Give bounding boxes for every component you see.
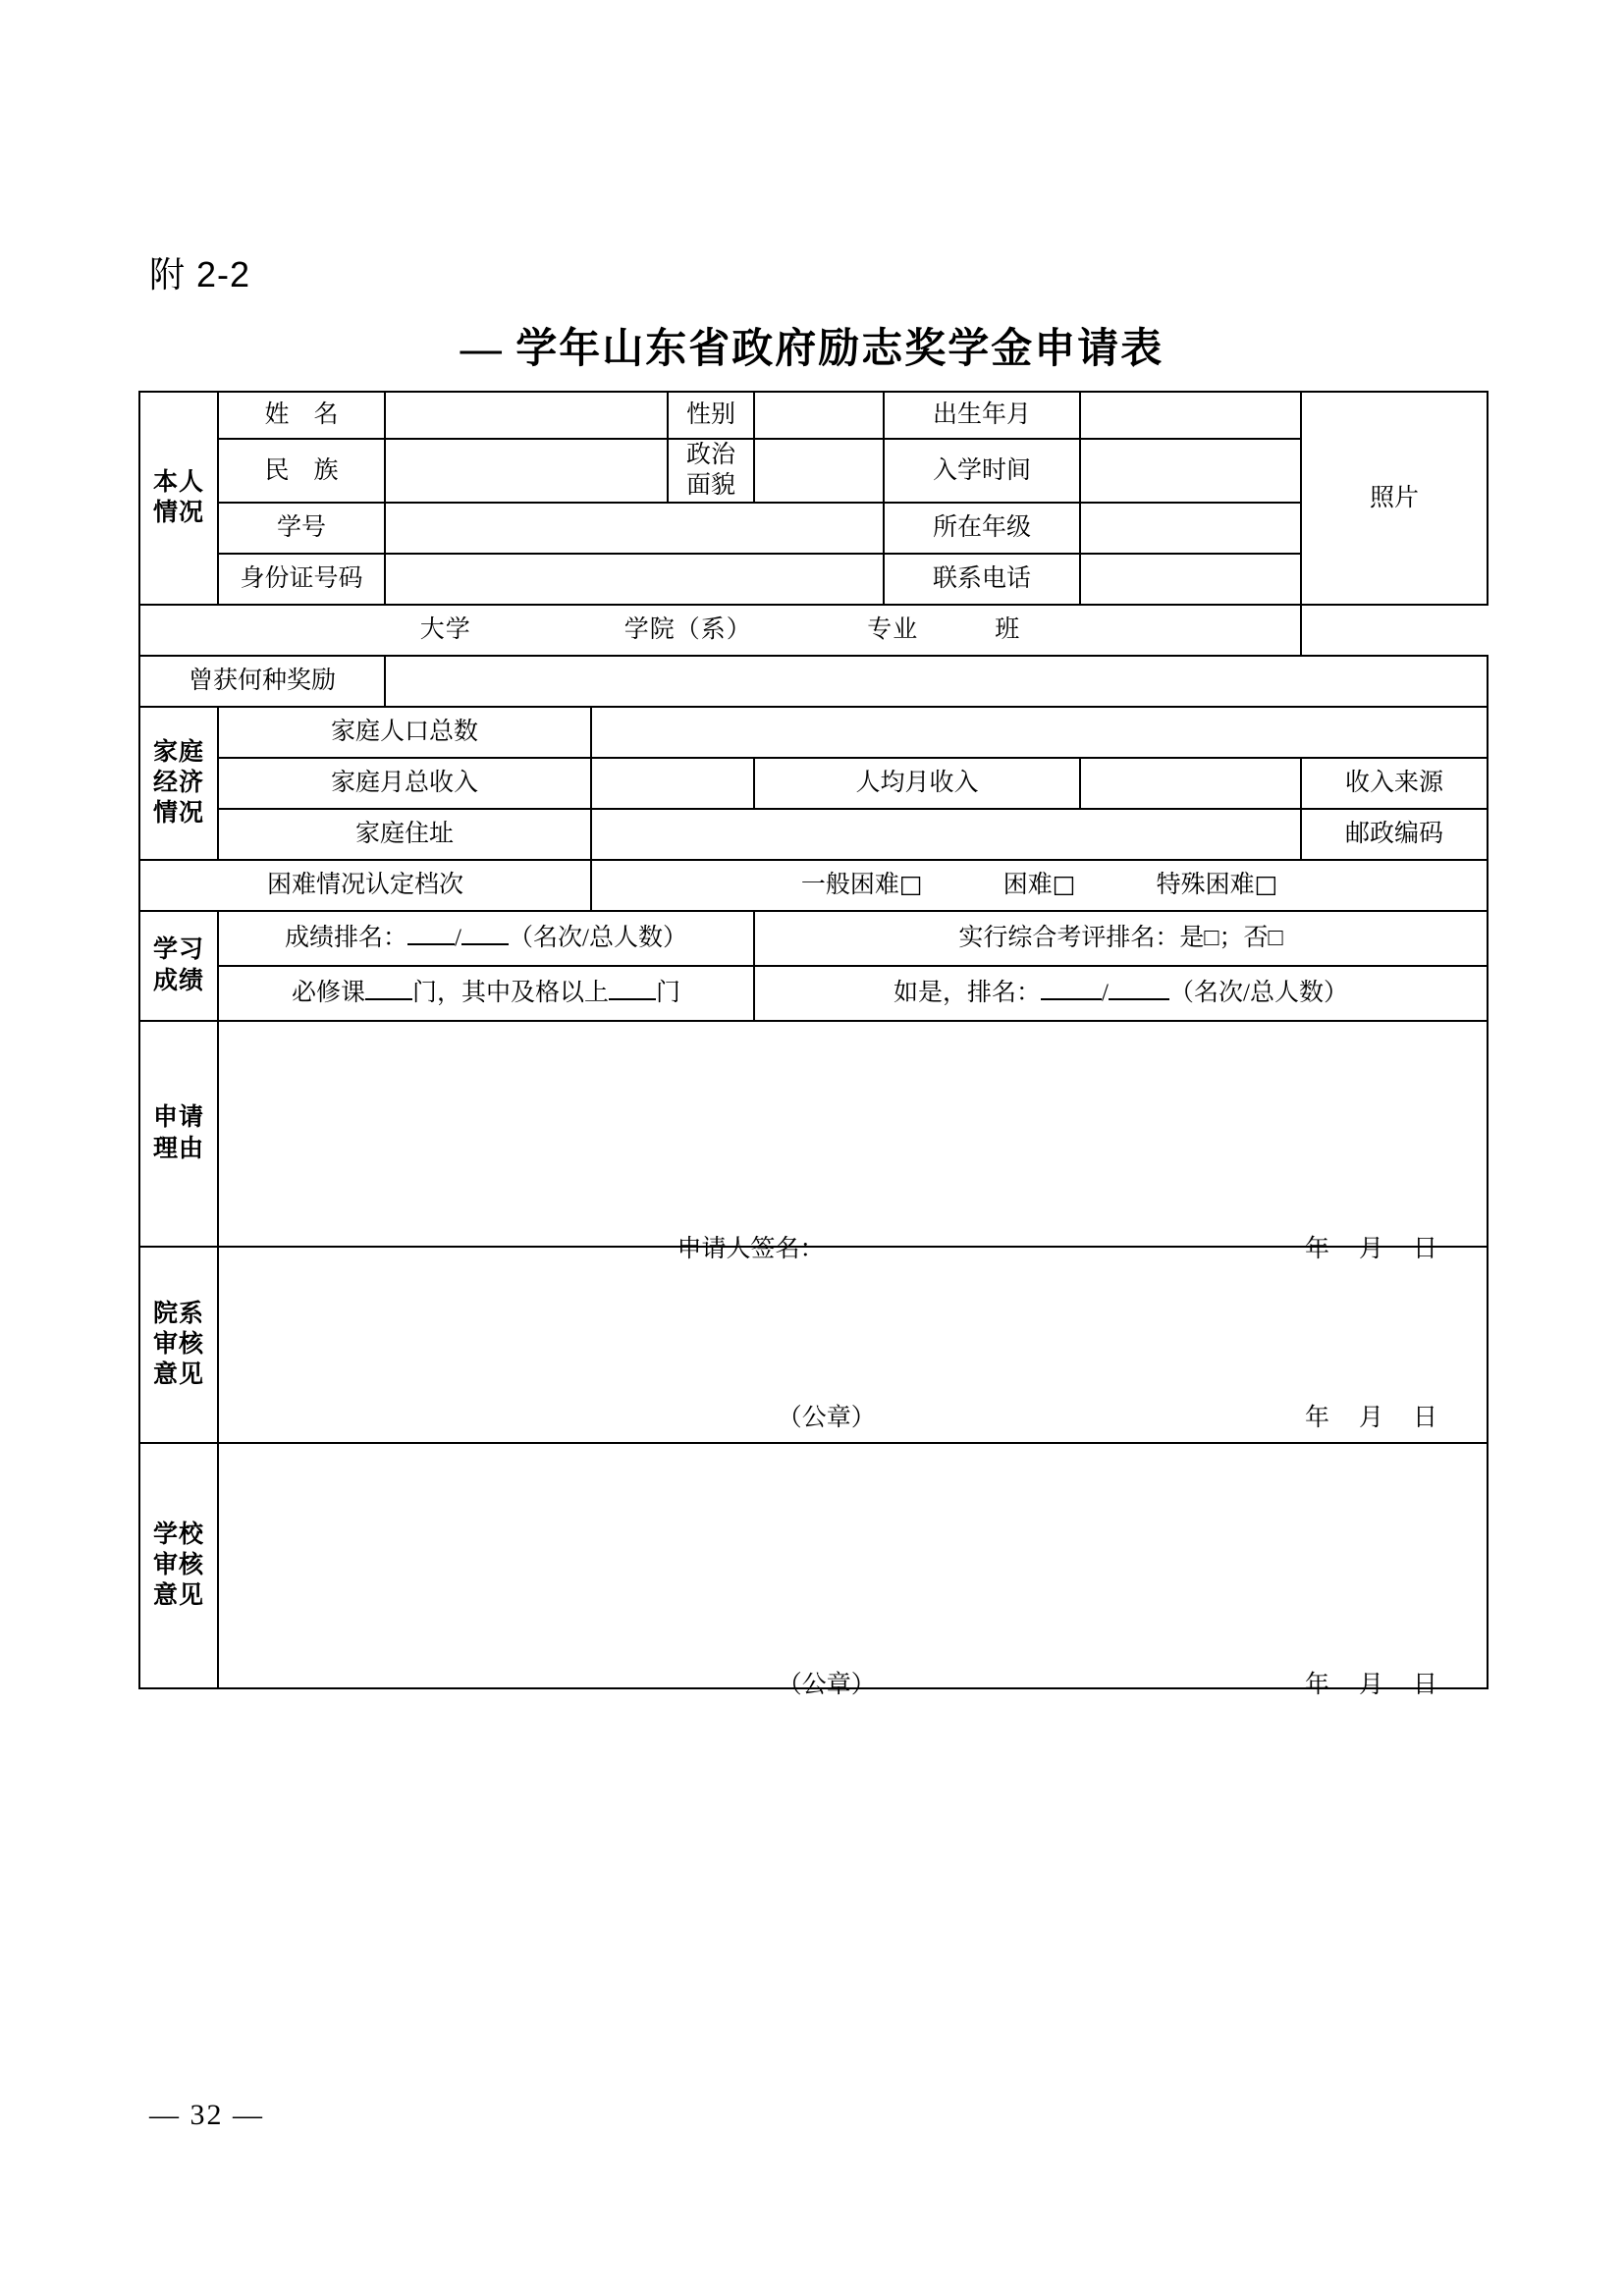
dept-year-label: 年 (1304, 1404, 1359, 1431)
name-label: 姓 名 (218, 392, 385, 439)
family-address-field[interactable] (591, 809, 1301, 860)
school-review-cell[interactable] (218, 1443, 1488, 1698)
grade-rank-position-input[interactable] (407, 943, 455, 945)
section-label-family: 家庭 经济 情况 (139, 707, 218, 860)
page-title: — 学年山东省政府励志奖学金申请表 (460, 327, 1164, 372)
dept-review-cell[interactable] (218, 1247, 1488, 1443)
table-row (139, 758, 1488, 809)
ethnicity-label: 民 族 (218, 439, 385, 503)
awards-label: 曾获何种奖励 (139, 656, 385, 707)
political-status-label (668, 439, 754, 503)
phone-label: 联系电话 (884, 554, 1080, 605)
family-members-label: 家庭人口总数 (218, 707, 591, 758)
table-row (139, 392, 1488, 439)
family-members-field[interactable] (591, 707, 1488, 758)
grade-rank-suffix: （名次/总人数） (509, 924, 687, 951)
required-courses-count-input[interactable] (365, 998, 412, 1000)
hardship-options (591, 860, 1488, 911)
table-row (139, 966, 1488, 1021)
if-yes-rank-row (754, 966, 1488, 1021)
family-address-label: 家庭住址 (218, 809, 591, 860)
school-month-label: 月 (1358, 1671, 1413, 1698)
birthdate-label: 出生年月 (884, 392, 1080, 439)
awards-field[interactable] (385, 656, 1488, 707)
reason-month-label: 月 (1358, 1235, 1413, 1262)
political-status-label-line1: 政治 (685, 442, 735, 468)
enrollment-date-field[interactable] (1080, 439, 1301, 503)
table-row (139, 656, 1488, 707)
table-row (139, 1247, 1488, 1443)
section-label-academic: 学习 成绩 (139, 911, 218, 1021)
section-label-personal: 本人 情况 (139, 392, 218, 605)
dept-month-label: 月 (1358, 1404, 1413, 1431)
student-id-label: 学号 (218, 503, 385, 554)
school-date-line (1305, 1670, 1467, 1700)
table-row (139, 439, 1488, 503)
table-row (139, 809, 1488, 860)
passed-courses-count-input[interactable] (609, 998, 656, 1000)
id-card-label: 身份证号码 (218, 554, 385, 605)
grade-rank-total-input[interactable] (461, 943, 509, 945)
family-income-field[interactable] (591, 758, 754, 809)
reason-day-label: 日 (1412, 1235, 1467, 1262)
grade-rank-row (218, 911, 754, 966)
table-row (139, 860, 1488, 911)
table-row (139, 605, 1488, 656)
grade-level-label: 所在年级 (884, 503, 1080, 554)
birthdate-field[interactable] (1080, 392, 1301, 439)
dept-date-line (1305, 1403, 1467, 1433)
applicant-signature-label: 申请人签名： (677, 1235, 825, 1262)
enrollment-date-label: 入学时间 (884, 439, 1080, 503)
section-label-reason: 申请 理由 (139, 1021, 218, 1247)
if-yes-rank-suffix: （名次/总人数） (1169, 979, 1348, 1006)
per-capita-income-label: 人均月收入 (754, 758, 1080, 809)
dept-seal-label: （公章） (777, 1404, 876, 1431)
family-income-label: 家庭月总收入 (218, 758, 591, 809)
id-card-field[interactable] (385, 554, 884, 605)
comprehensive-eval-row[interactable]: 实行综合考评排名：是□；否□ (754, 911, 1488, 966)
hardship-option-special[interactable]: 特殊困难□ (1156, 870, 1278, 899)
reason-year-label: 年 (1304, 1235, 1359, 1262)
political-status-label-line2: 面貌 (685, 472, 735, 500)
required-courses-suffix: 门 (656, 979, 681, 1006)
scholarship-application-form (138, 391, 1489, 1698)
application-reason-cell[interactable] (218, 1021, 1488, 1262)
gender-label: 性别 (668, 392, 754, 439)
table-row (139, 1021, 1488, 1247)
grade-rank-prefix: 成绩排名： (285, 924, 408, 951)
postcode-label: 邮政编码 (1301, 809, 1488, 860)
table-row (139, 707, 1488, 758)
section-label-dept-review: 院系 审核 意见 (139, 1247, 218, 1443)
phone-field[interactable] (1080, 554, 1301, 605)
table-row (139, 1443, 1488, 1688)
if-yes-rank-total-input[interactable] (1109, 998, 1169, 1000)
hardship-option-difficult[interactable]: 困难□ (1002, 870, 1076, 899)
dept-day-label: 日 (1412, 1404, 1467, 1431)
page-number: — 32 — (149, 2099, 264, 2131)
name-field[interactable] (385, 392, 668, 439)
student-id-field[interactable] (385, 503, 884, 554)
grade-level-field[interactable] (1080, 503, 1301, 554)
school-day-label: 日 (1412, 1671, 1467, 1698)
attachment-label: 附 2-2 (149, 254, 251, 294)
ethnicity-field[interactable] (385, 439, 668, 503)
if-yes-rank-slash: / (1102, 979, 1109, 1006)
income-source-label: 收入来源 (1301, 758, 1488, 809)
if-yes-rank-position-input[interactable] (1041, 998, 1102, 1000)
hardship-option-general[interactable]: 一般困难□ (800, 870, 923, 899)
table-row (139, 911, 1488, 966)
required-courses-row (218, 966, 754, 1021)
grade-rank-slash: / (455, 924, 461, 951)
if-yes-rank-prefix: 如是，排名： (893, 979, 1042, 1006)
political-status-field[interactable] (754, 439, 884, 503)
required-courses-middle: 门，其中及格以上 (411, 979, 609, 1006)
table-row (139, 554, 1488, 605)
required-courses-prefix: 必修课 (291, 979, 365, 1006)
per-capita-income-field[interactable] (1080, 758, 1301, 809)
school-year-label: 年 (1304, 1671, 1359, 1698)
school-seal-label: （公章） (777, 1671, 876, 1698)
section-label-school-review: 学校 审核 意见 (139, 1443, 218, 1688)
school-department-line[interactable]: 大学 学院（系） 专业 班 (139, 605, 1301, 656)
table-row (139, 503, 1488, 554)
photo-placeholder: 照片 (1301, 392, 1488, 605)
hardship-level-label: 困难情况认定档次 (139, 860, 591, 911)
gender-field[interactable] (754, 392, 884, 439)
